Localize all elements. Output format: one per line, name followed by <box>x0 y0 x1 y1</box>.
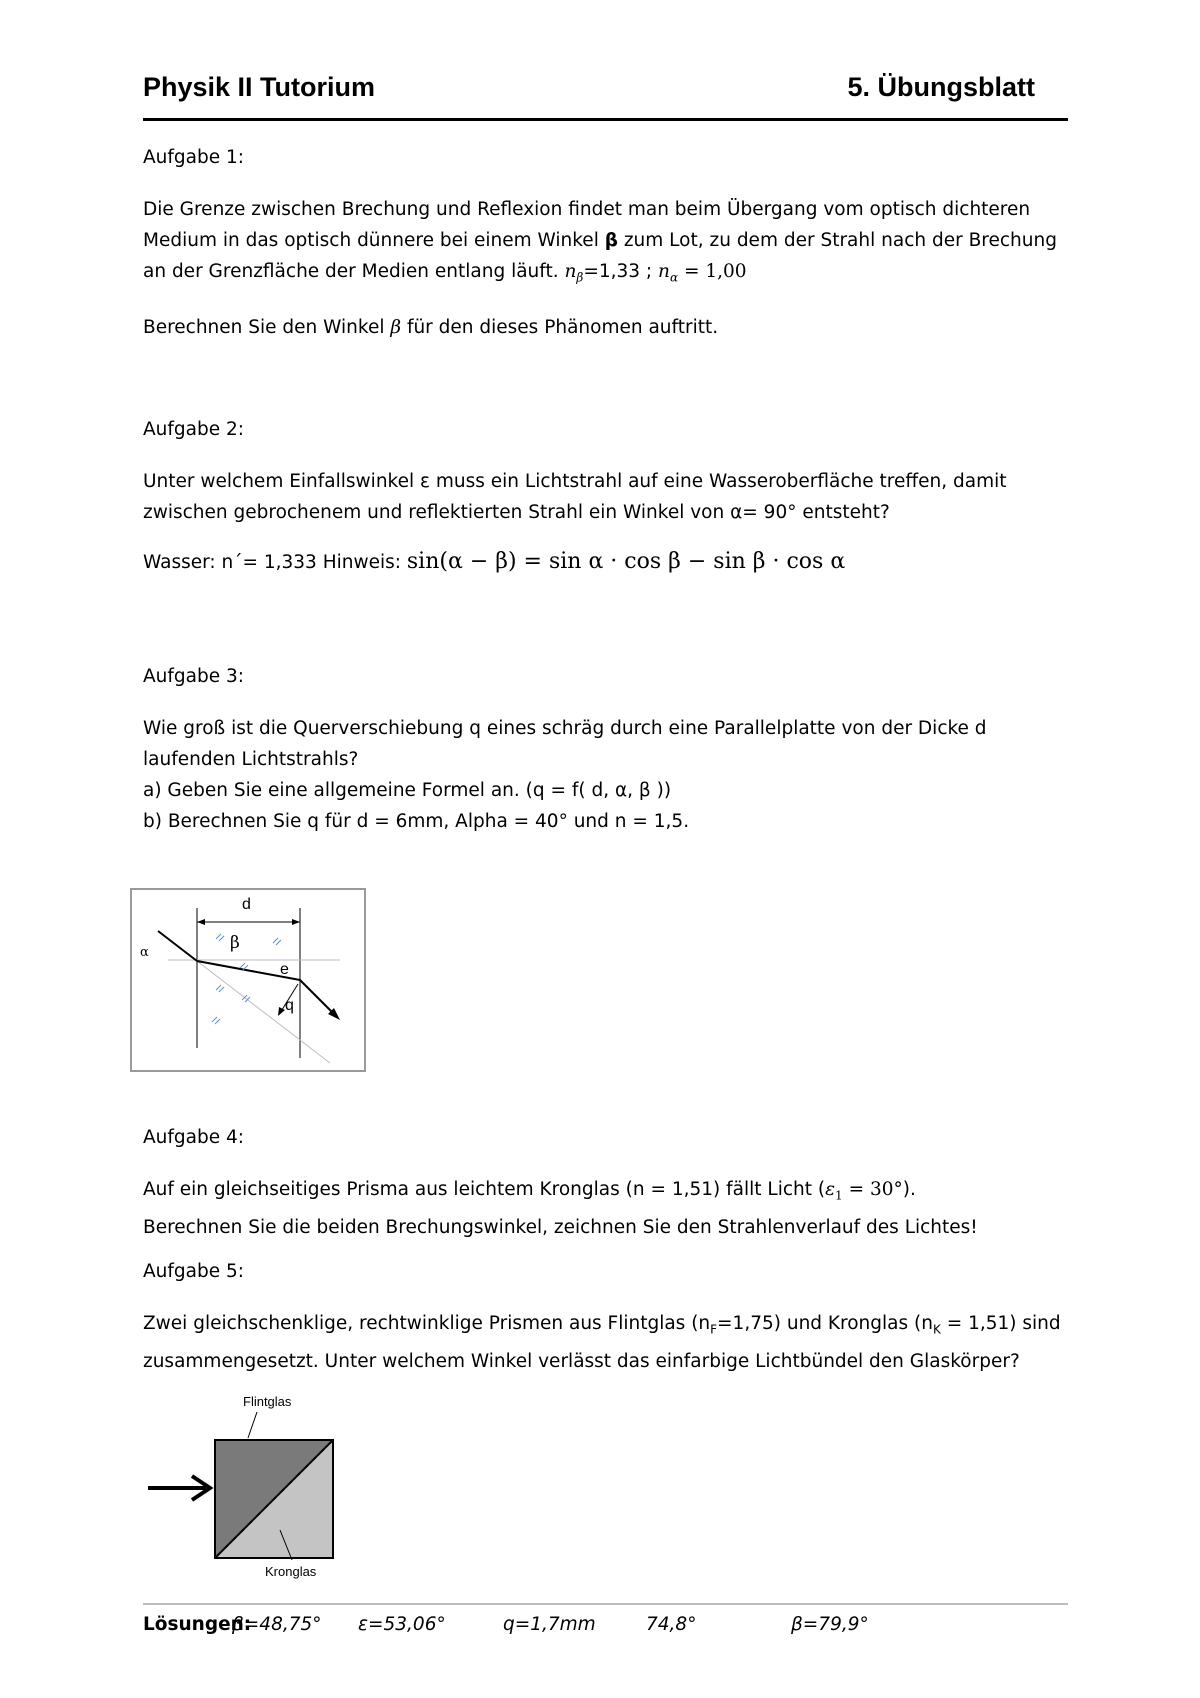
label-kronglas: Kronglas <box>265 1564 317 1579</box>
task1-question-beta: β <box>390 316 402 338</box>
task4-eps-symbol: ε <box>825 1179 836 1200</box>
task2-heading: Aufgabe 2: <box>143 419 244 440</box>
task2-section <box>143 414 1068 578</box>
n-alpha-sub: α <box>669 270 679 285</box>
label-e: e <box>280 961 289 978</box>
n-beta-sub: β <box>576 270 584 285</box>
task4-eps-value: = 30° <box>842 1179 903 1200</box>
header-rule <box>143 118 1068 121</box>
n-beta-value: =1,33 ; <box>583 261 659 282</box>
task2-formula: sin(α − β) = sin α · cos β − sin β · cos α <box>406 549 846 574</box>
n-alpha-value: = 1,00 <box>678 261 747 282</box>
task5-section <box>143 1256 1068 1377</box>
header-title: Physik II Tutorium <box>143 72 376 102</box>
task4-text-a: Auf ein gleichseitiges Prisma aus leichtem Kronglas (n = 1,51) fällt Licht ( <box>143 1179 826 1200</box>
task4-heading: Aufgabe 4: <box>143 1127 244 1148</box>
task3-text: Wie groß ist die Querverschiebung q eines schräg durch eine Parallelplatte von der Dicke d laufenden Lichtstrahls? <box>143 718 987 770</box>
header-sheet-number: 5. Übungsblatt <box>847 72 1035 102</box>
task2-text: Unter welchem Einfallswinkel ε muss ein Lichtstrahl auf eine Wasseroberfläche treffen, damit zwischen gebrochenem und reflektierten Strahl ein Winkel von α= 90° entsteht? <box>143 471 1007 523</box>
label-q: q <box>285 997 294 1014</box>
label-alpha: α <box>140 945 149 960</box>
task3-section <box>143 661 1068 837</box>
task4-text-c: Berechnen Sie die beiden Brechungswinkel, zeichnen Sie den Strahlenverlauf des Lichtes! <box>143 1216 978 1238</box>
solution-3: q=1,7mm <box>503 1614 596 1635</box>
solution-1: β=48,75° <box>232 1614 322 1635</box>
task1-text <box>143 194 1068 294</box>
solution-4: 74,8° <box>646 1614 697 1635</box>
task1-text-a: Die Grenze zwischen Brechung und Reflexion findet man beim Übergang vom optisch dichteren Medium in das optisch dünnere bei einem Winkel <box>143 199 1031 251</box>
task4-section <box>143 1122 1068 1243</box>
solutions-row <box>143 1610 1068 1640</box>
task4-eps-sub: 1 <box>835 1188 843 1203</box>
task4-text-b: ). <box>902 1179 916 1200</box>
task1-question <box>143 312 1068 343</box>
task1-question-b: für den dieses Phänomen auftritt. <box>401 316 719 338</box>
task2-water: Wasser: n´= 1,333 Hinweis: <box>143 552 407 573</box>
label-beta: β <box>230 933 240 953</box>
task1-text-b: zum Lot, zu dem der Strahl nach der Brechung an der Grenzfläche der Medien entlang läuft. <box>143 230 1057 282</box>
task2-water-line <box>143 546 1068 578</box>
task5-nf-sub: F <box>710 1322 718 1337</box>
task5-text-c: = 1,51) sind zusammengesetzt. Unter welchem Winkel verlässt das einfarbige Lichtbündel den Glaskörper? <box>143 1313 1061 1372</box>
task4-text <box>143 1174 1068 1212</box>
task1-question-a: Berechnen Sie den Winkel <box>143 316 391 338</box>
n-alpha-symbol: n <box>658 261 670 282</box>
task1-heading: Aufgabe 1: <box>143 147 244 168</box>
figure-frame <box>131 889 365 1071</box>
n-beta-symbol: n <box>564 261 577 282</box>
task3-part-a: a) Geben Sie eine allgemeine Formel an. (q = f( d, α, β )) <box>143 780 672 801</box>
task5-heading: Aufgabe 5: <box>143 1261 244 1282</box>
label-flintglas: Flintglas <box>243 1394 292 1409</box>
prism-figure <box>140 1392 350 1584</box>
task5-text-b: =1,75) und Kronglas (n <box>717 1313 933 1334</box>
solutions-rule <box>143 1603 1068 1605</box>
solutions-label: Lösungen: <box>143 1614 252 1635</box>
task5-nk-sub: K <box>932 1322 941 1337</box>
task3-part-b: b) Berechnen Sie q für d = 6mm, Alpha = 40° und n = 1,5. <box>143 811 690 832</box>
task3-heading: Aufgabe 3: <box>143 666 244 687</box>
task5-text-a: Zwei gleichschenklige, rechtwinklige Prismen aus Flintglas (n <box>143 1313 711 1334</box>
flint-leader-line <box>248 1412 257 1438</box>
solution-2: ε=53,06° <box>358 1614 446 1635</box>
label-d: d <box>242 896 251 913</box>
parallel-plate-figure <box>130 888 366 1072</box>
task1-text-beta: β <box>604 230 618 251</box>
task1-section <box>143 142 1068 343</box>
task5-text <box>143 1308 1068 1377</box>
solution-5: β=79,9° <box>791 1614 869 1635</box>
